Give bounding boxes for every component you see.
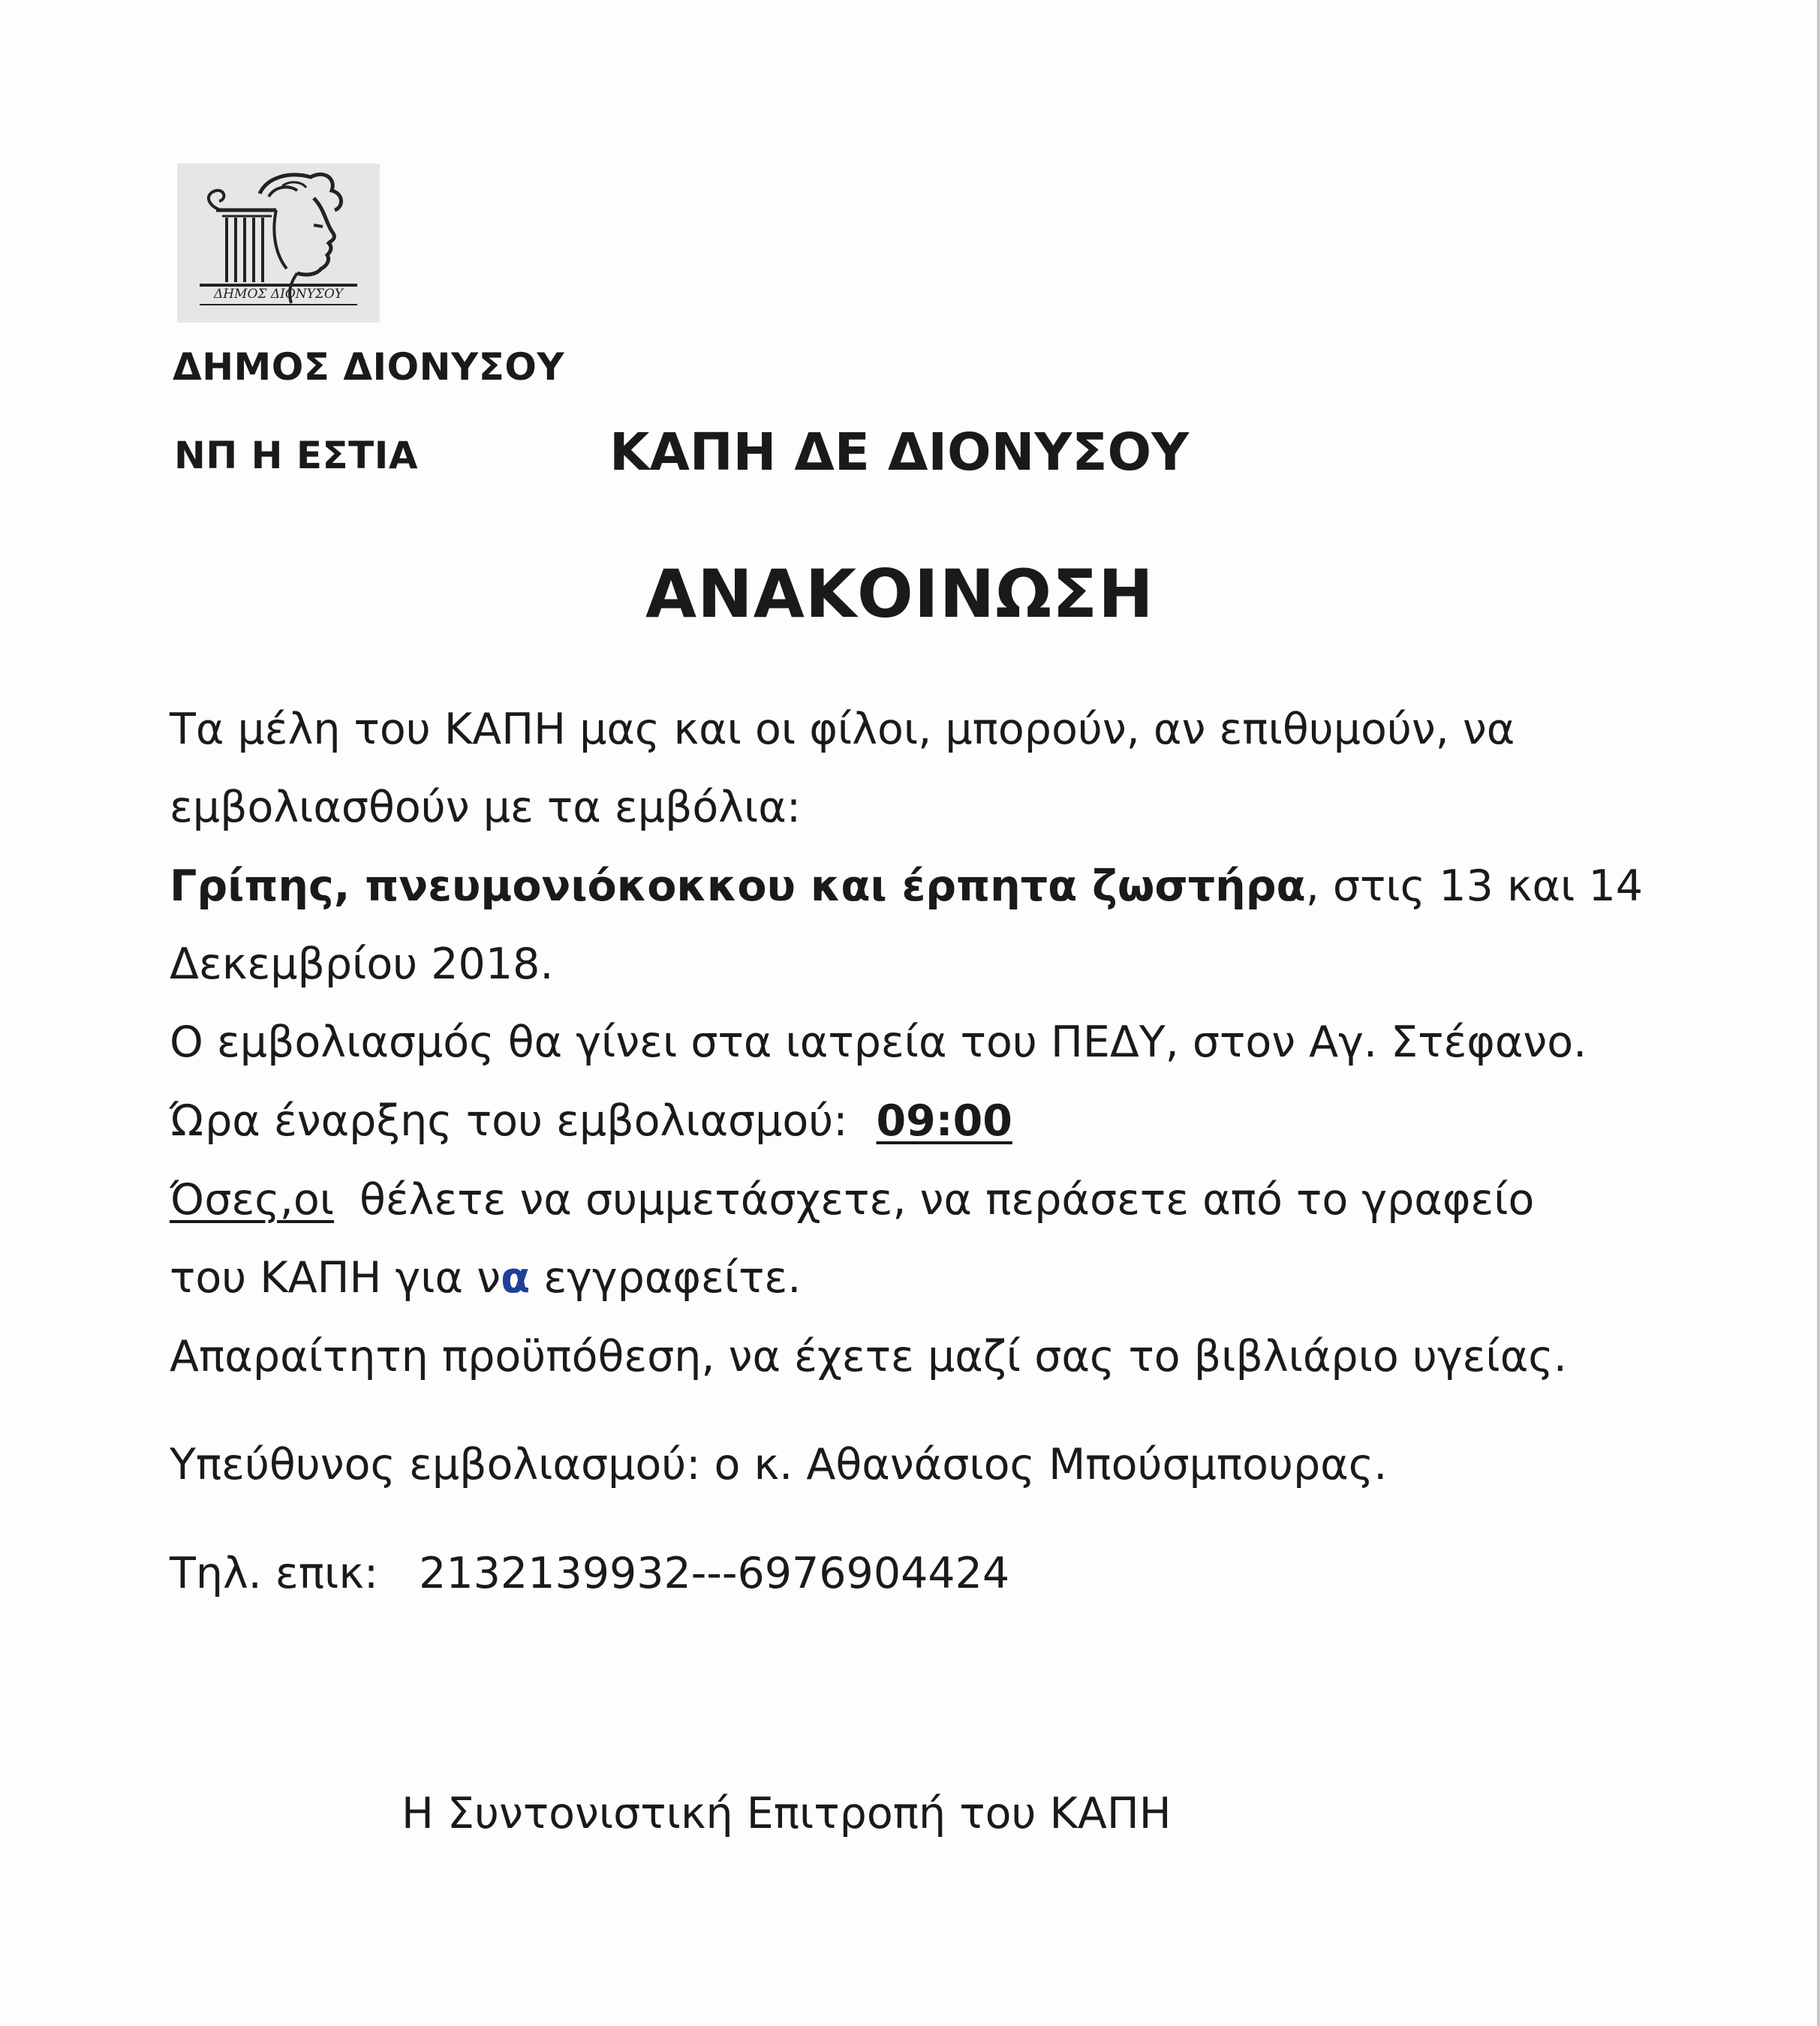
page-title: ΑΝΑΚΟΙΝΩΣΗ [645,555,1154,633]
body-line-4: Δεκεμβρίου 2018. [170,939,554,989]
municipality-name: ΔΗΜΟΣ ΔΙΟΝΥΣΟΥ [173,345,565,389]
municipality-logo [177,164,380,323]
entity-name: ΝΠ Η ΕΣΤΙΑ [174,434,419,477]
line8-start: του ΚΑΠΗ για ν [170,1253,501,1303]
logo-caption: ΔΗΜΟΣ ΔΙΟΝΥΣΟΥ [213,287,344,302]
vaccination-days: , στις 13 και 14 [1305,861,1643,911]
registration-instruction: θέλετε να συμμετάσχετε, να περάσετε από το γραφείο [359,1175,1535,1225]
start-time: 09:00 [876,1096,1012,1146]
phone-label: Τηλ. επικ: [170,1549,379,1598]
body-line-8 [170,1253,802,1303]
line8-end: εγγραφείτε. [530,1253,802,1303]
signature: Η Συντονιστική Επιτροπή του ΚΑΠΗ [402,1789,1172,1838]
body-line-9: Απαραίτητη προϋπόθεση, να έχετε μαζί σας το βιβλιάριο υγείας. [170,1332,1567,1381]
handwritten-correction: α [501,1253,531,1303]
addressees: Όσες,οι [170,1175,334,1225]
vaccines-list: Γρίπης, πνευμονιόκοκκου και έρπητα ζωστήρα [170,861,1306,911]
phone-numbers: 2132139932---6976904424 [419,1549,1010,1598]
body-line-3 [170,861,1643,911]
body-line-1: Τα μέλη του ΚΑΠΗ μας και οι φίλοι, μπορούν, αν επιθυμούν, να [170,705,1515,754]
page-edge [1817,0,1820,2026]
body-line-6 [170,1096,1012,1146]
kapi-title: ΚΑΠΗ ΔΕ ΔΙΟΝΥΣΟΥ [609,422,1190,482]
body-line-2: εμβολιασθούν με τα εμβόλια: [170,783,802,832]
phone-line [170,1549,1010,1598]
body-line-5: Ο εμβολιασμός θα γίνει στα ιατρεία του ΠΕΔΥ, στον Αγ. Στέφανο. [170,1018,1587,1067]
body-line-10: Υπεύθυνος εμβολιασμού: ο κ. Αθανάσιος Μπούσμπουρας. [170,1440,1388,1489]
body-line-7 [170,1175,1535,1225]
start-time-label: Ώρα έναρξης του εμβολιασμού: [170,1096,848,1146]
